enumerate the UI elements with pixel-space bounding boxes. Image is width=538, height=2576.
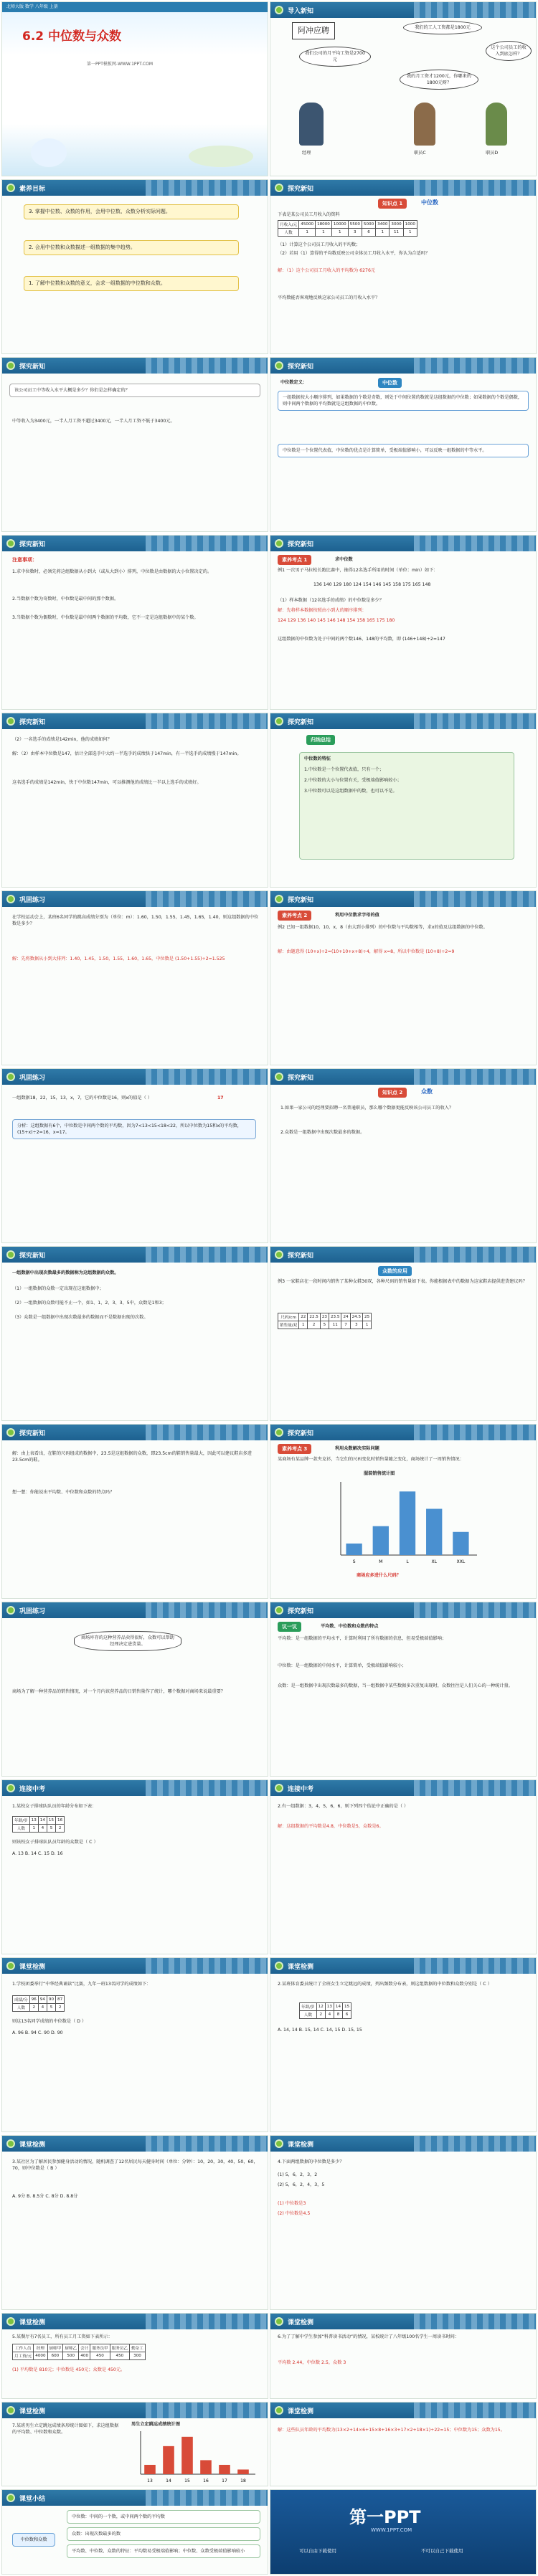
label-worker-c: 职员C	[414, 151, 426, 156]
answer-1: 解：（2）由样本中位数是147，估计全部选手中大约一半选手的成绩快于147min，有一半选手的成绩慢于147min。	[12, 751, 242, 756]
header-dot-icon	[275, 1606, 283, 1615]
speech-bubble-4: 这个公司员工的收入到底怎样？	[486, 41, 532, 61]
definition-label: 中位数定义：	[280, 380, 308, 385]
template-link[interactable]: 第一PPT模板网-WWW.1PPT.COM	[87, 62, 154, 67]
slide-header: 课堂检测	[270, 2402, 536, 2418]
literacy-tag: 素养考点 3	[278, 1444, 311, 1454]
mode-item-1: （1）一组数据的众数一定出现在这组数据中；	[12, 1286, 104, 1291]
header-dot-icon	[6, 1962, 15, 1970]
mode-definition-slide	[1, 1246, 268, 1421]
answer-2: 这名选手的成绩是142min，快于中位数147min，可以推测他的成绩比一半以上选手的成绩好。	[12, 780, 202, 785]
table-row: 人数 1 1 1 3 6 1 11 1	[278, 229, 417, 237]
summary-branch-2: 众数：出现次数最多的数	[67, 2527, 260, 2541]
income-table	[278, 220, 417, 237]
question-1: （1）计算这个公司员工月收入的平均数；	[278, 242, 361, 247]
test-options: A. 13 B. 14 C. 15 D. 16	[12, 1851, 63, 1856]
slide-header: 巩固练习	[2, 891, 268, 907]
example-data: 136 140 129 180 124 154 146 145 158 175 165 148	[313, 582, 431, 587]
definition-note: 中位数是一个位置代表值，中位数的优点是计算简单，受极端值影响小，可以反映一组数据的中等水平。	[278, 444, 529, 457]
example-solve: 解：先将样本数据按照由小到大的顺序排列：	[278, 608, 367, 613]
header-dot-icon	[6, 361, 15, 370]
slide-header: 课堂检测	[270, 2136, 536, 2152]
header-dot-icon	[275, 1962, 283, 1970]
point-badge: 知识点 2	[378, 1088, 407, 1098]
slide-header: 探究新知	[270, 1425, 536, 1440]
slide-header: 素养目标	[2, 180, 268, 196]
table-caption: 下表是某公司员工月收入的资料	[278, 212, 340, 217]
summary-box	[299, 752, 514, 860]
summary-mean: 平均数：是一组数据的平均水平，计算时利用了所有数据的信息，但易受极端值影响；	[278, 1636, 447, 1641]
table-header-row: 尺码/cm 22 22.5 23 23.5 24 24.5 25	[278, 1313, 372, 1321]
header-dot-icon	[6, 895, 15, 903]
score-table	[12, 1995, 65, 2012]
speech-bubble-3: 我的月工资才1200元，你哪来的1800元呀？	[400, 70, 478, 90]
slide-header: 课堂检测	[270, 2314, 536, 2329]
practice2-slide	[1, 1068, 268, 1243]
age-table	[299, 2002, 351, 2019]
header-dot-icon	[6, 717, 15, 726]
shoes-answer: 解：由上表看出，在鞋的尺码组成的数据中，23.5是这组数据的众数，即23.5cm的鞋销售量最大，因此可以建议鞋店多进23.5cm的鞋。	[12, 1451, 252, 1463]
table-row: 人数 1 4 5 2	[13, 1825, 65, 1833]
median-intro-slide	[270, 179, 537, 354]
header-dot-icon	[6, 1606, 15, 1615]
answer-1: 解：（1）这个公司员工月收入的平均数为 6276元	[278, 268, 376, 273]
slide-header: 连接中考	[270, 1780, 536, 1796]
shoes-table	[278, 1313, 372, 1329]
test1-slide	[1, 1779, 268, 1954]
slide-header: 课堂检测	[2, 2402, 268, 2418]
definition-text: 一组数据按大小顺序排列，如果数据的个数是奇数，则处于中间位置的数就是这组数据的中位数；如果数据的个数是偶数，则中间两个数据的平均数就是这组数据的中位数。	[278, 391, 529, 411]
practice-answer: 解：先将数据从小到大排列：1.40，1.45，1.50，1.55，1.60，1.65，中位数是 (1.50+1.55)÷2=1.525	[12, 956, 225, 961]
tick-label: M	[379, 1559, 383, 1564]
slide-header: 探究新知	[270, 180, 536, 196]
speech-bubble-2: 我们公司的月平均工资是2700元	[299, 47, 371, 67]
note-item-1: 1.求中位数时，必须先将这组数据从小到大（或从大到小）排列，中位数是由数据的大小位置决定的。	[12, 569, 212, 574]
header-dot-icon	[275, 184, 283, 192]
bar	[163, 2446, 174, 2474]
answer-1: (1) 中位数是3	[278, 2201, 306, 2206]
slide-header: 课堂检测	[2, 2314, 268, 2329]
test5-slide	[1, 2135, 268, 2310]
header-dot-icon	[275, 717, 283, 726]
median-definition-slide	[270, 357, 537, 532]
practice-question: 商场为了解一种营养品的销售情况，对一个月内该营养品的日销售量作了统计，哪个数据对商场来说最重要？	[12, 1689, 225, 1694]
header-dot-icon	[275, 2317, 283, 2326]
example1b-slide	[1, 713, 268, 888]
summary-title: 平均数、中位数和众数的特点	[321, 1624, 379, 1629]
slide-header: 连接中考	[2, 1780, 268, 1796]
wage-table	[12, 2344, 146, 2360]
header-dot-icon	[275, 2406, 283, 2415]
test-options: A. 14, 14 B. 15, 14 C. 14, 15 D. 15, 15	[278, 2028, 362, 2033]
summary-branch-1: 中位数：中间的一个数，或中间两个数的平均数	[67, 2510, 260, 2524]
notes-slide	[1, 535, 268, 710]
notes-title: 注意事项：	[12, 557, 37, 563]
bar	[400, 1491, 415, 1555]
practice3-slide	[1, 1602, 268, 1777]
summary-branch-3: 平均数、中位数、众数的特征：平均数易受极端值影响；中位数、众数受极端值影响较小	[67, 2544, 260, 2558]
bar	[373, 1526, 389, 1555]
example1-slide	[270, 535, 537, 710]
think-question: 想一想：你能说出平均数、中位数和众数的特点吗？	[12, 1490, 115, 1495]
sales-answer: 商场应多进什么尺码？	[357, 1573, 401, 1578]
header-dot-icon	[6, 2317, 15, 2326]
test6-slide	[270, 2135, 537, 2310]
summary-mode: 众数：是一组数据中出现次数最多的数据，当一组数据中某些数据多次重复出现时，众数往往是人们关心的一种统计量。	[278, 1683, 513, 1688]
example-question-2: （1）样本数据（12名选手的成绩）的中位数是多少？	[278, 598, 384, 603]
header-dot-icon	[6, 539, 15, 548]
slide-header: 巩固练习	[2, 1069, 268, 1085]
test2-slide	[270, 1779, 537, 1954]
tick-label: 15	[184, 2478, 190, 2484]
header-dot-icon	[275, 1784, 283, 1792]
bar	[144, 2465, 156, 2474]
series-label: 北师大版 数学 八年级 上册	[6, 4, 58, 9]
title-slide	[1, 1, 268, 176]
header-dot-icon	[6, 2139, 15, 2148]
example-question: 例2 已知一组数据10，10，x，8（由大到小排列）的中位数与平均数相等，求x的值及这组数据的中位数。	[278, 925, 488, 930]
question: （2）一名选手的成绩是142min，他的成绩如何？	[12, 737, 112, 742]
tick-label: 13	[147, 2478, 153, 2484]
chart-title: 男生立定跳远成绩统计图	[131, 2422, 181, 2427]
bar	[426, 1508, 442, 1555]
slide-header: 导入新知	[270, 2, 536, 18]
tick-label: XL	[431, 1559, 437, 1564]
header-dot-icon	[275, 1428, 283, 1437]
note: 平均数能否客观地反映这家公司员工的月收入水平？	[278, 295, 380, 300]
median-discuss-slide	[1, 357, 268, 532]
mode-definition: 一组数据中出现次数最多的数据称为这组数据的众数。	[12, 1270, 119, 1275]
table-header-row: 成绩/分 96 94 90 87	[13, 1996, 65, 2004]
tick-label: S	[352, 1559, 356, 1564]
sales-question: 某商场有某品牌一款夹克衫，当它们的尺码变化时销售量随之变化，商场统计了一周销售情况：	[278, 1457, 464, 1462]
slide-header: 探究新知	[2, 358, 268, 374]
test-question: 2.某班体育委员统计了全班女生立定跳远的成绩，列出频数分布表，则这组数据的中位数和众数分别是（ C ）	[278, 1982, 492, 1987]
header-dot-icon	[6, 2406, 15, 2415]
mode-question-2: 2.众数是一组数据中出现次数最多的数据。	[280, 1130, 365, 1135]
header-dot-icon	[275, 6, 283, 14]
mode-item-3: （3）众数是一组数据中出现次数最多的数据而不是数据出现的次数。	[12, 1315, 148, 1320]
summary-item-3: 3.中位数可以是这组数据中的数，也可以不是。	[304, 789, 397, 794]
table-row: 人数 2 4 5 2	[13, 2004, 65, 2012]
summary-center: 中位数和众数	[12, 2533, 55, 2547]
slide-header: 探究新知	[270, 358, 536, 374]
sales-bar-chart	[328, 1479, 478, 1565]
logo-line-2: 不可以自己下载使用	[421, 2548, 463, 2554]
test-question: 1.学校团委举行“中华经典诵读”比赛，九年一班13名同学的成绩如下：	[12, 1982, 151, 1987]
test-options: A. 9分 B. 8.5分 C. 8分 D. 8.8分	[12, 2194, 78, 2199]
label-worker-d: 职员D	[486, 151, 499, 156]
slide-header: 探究新知	[270, 891, 536, 907]
bar	[219, 2465, 230, 2474]
slide-header: 探究新知	[270, 1069, 536, 1085]
manager-figure	[299, 103, 324, 146]
summary-title: 中位数的特征	[304, 756, 331, 761]
tick-label: 17	[222, 2478, 227, 2484]
bar	[200, 2460, 212, 2474]
header-dot-icon	[275, 1250, 283, 1259]
topic-label: 利用中位数求字母的值	[335, 913, 379, 918]
table-header-row: 年龄/岁 13 14 15 16	[13, 1817, 65, 1825]
summary-item-2: 2.中位数的大小与位置有关，受极端值影响较小；	[304, 778, 402, 783]
slide-header: 课堂小结	[2, 2490, 268, 2506]
table-header-row: 工作人员 经理 厨师甲 厨师乙 会计 服务员甲 服务员乙 勤杂工	[13, 2344, 146, 2352]
discuss-question: 该公司员工中等收入水平大概是多少？你们是怎样确定的？	[9, 384, 260, 397]
header-dot-icon	[275, 539, 283, 548]
table-header-row: 年龄/岁 12 13 14 15	[300, 2003, 351, 2011]
header-dot-icon	[6, 184, 15, 192]
slide-header: 课堂检测	[270, 1958, 536, 1974]
test-answer: (1) 平均数是 810元；中位数是 450元；众数是 450元。	[12, 2367, 126, 2372]
topic-label: 求中位数	[335, 557, 353, 562]
header-dot-icon	[6, 1784, 15, 1792]
literacy-tag: 素养考点 1	[278, 555, 311, 565]
age-table	[12, 1816, 65, 1833]
brand-url[interactable]: WWW.1PPT.COM	[371, 2527, 412, 2533]
slide-header: 探究新知	[2, 536, 268, 551]
mode-item-2: （2）一组数据的众数可能不止一个，如1、1、2、3、3、5中，众数是1和3；	[12, 1301, 166, 1306]
tick-label: 14	[166, 2478, 171, 2484]
shoes-question: 例3 一家鞋店在一段时间内销售了某种女鞋30双，各种尺码的销售量如下表。你能根据表中的数据为这家鞋店提供进货建议吗？	[278, 1279, 527, 1284]
topic-badge: 众数的应用	[378, 1266, 412, 1276]
mode-question-1: 1.如果一家公司的经理要招聘一名普通职员，那么哪个数据更能反映该公司员工的收入？	[280, 1106, 454, 1111]
bar	[346, 1544, 362, 1555]
header-dot-icon	[275, 361, 283, 370]
header-dot-icon	[6, 1250, 15, 1259]
table-header-row: 月收入/元 45000 18000 10000 5500 5000 3400 3000 1000	[278, 221, 417, 229]
tick-label: 16	[203, 2478, 209, 2484]
mode-intro-slide	[270, 1068, 537, 1243]
test7-slide	[1, 2313, 268, 2399]
slide-header: 探究新知	[270, 1247, 536, 1263]
table-row: 销售量/双 1 2 5 11 7 3 1	[278, 1321, 372, 1329]
slide-header: 探究新知	[270, 536, 536, 551]
test-question: 2.有一组数据：3，4，5，6，6，则下列四个结论中正确的是（ ）	[278, 1804, 409, 1809]
header-dot-icon	[6, 2494, 15, 2502]
goals-slide	[1, 179, 268, 354]
table-row: 月工资/元 4000 600 500 400 450 450 300	[13, 2352, 146, 2360]
test-answer: 解：这组数据的平均数是4.8，中位数是5，众数是6。	[278, 1824, 384, 1829]
tick-label: XXL	[456, 1559, 466, 1564]
practice-question: 在学校运动会上，某班6名同学的跳高成绩分别为（单位：m）：1.60，1.50，1.55，1.45，1.65，1.40，则这组数据的中位数是多少？	[12, 915, 259, 927]
summary3-slide	[1, 2489, 268, 2575]
test-question: 3.某社区为了解居民参加健身活动的情况，随机调查了12名居民每天健身时间（单位：分钟）：10，20，30，40，50，60，70，则中位数是（ B ）	[12, 2159, 258, 2172]
test-question: 6.为了了解中学生参加“科普读书活动”的情况，某校统计了八年级100名学生一周读书时间：	[278, 2334, 460, 2339]
slide-header: 探究新知	[270, 713, 536, 729]
worker-c-figure	[414, 103, 435, 146]
poster-sign: 阿冲应聘	[292, 22, 335, 39]
point-badge: 知识点 1	[378, 199, 407, 209]
table-row: 人数 2 4 8 6	[300, 2011, 351, 2019]
test9-slide	[1, 2402, 268, 2486]
note-item-3: 3.当数据个数为偶数时，中位数是最中间两个数据的平均数，它不一定是这组数据中的某个数。	[12, 615, 199, 620]
intro-slide	[270, 1, 537, 176]
test3-slide	[1, 1957, 268, 2132]
shoes-answer-slide	[1, 1424, 268, 1599]
test-question-2: 则该校女子排球队队员年龄的众数是（ C ）	[12, 1840, 98, 1845]
test-question: 4.下面两组数据的中位数是多少？	[278, 2159, 344, 2164]
tick-label: L	[406, 1559, 409, 1564]
slide-header: 巩固练习	[2, 1602, 268, 1618]
sales-slide	[270, 1424, 537, 1599]
discuss-answer: 中等收入为3400元，一半人月工资不超过3400元，一半人月工资不低于3400元。	[12, 419, 175, 424]
goal-item-1: 1. 了解中位数和众数的意义，会求一组数据的中位数和众数。	[24, 276, 239, 291]
section-label: 众数	[421, 1088, 433, 1095]
sorted-data: 124 129 136 140 145 146 148 154 158 165 175 180	[278, 618, 395, 623]
page-title: 6.2 中位数与众数	[22, 29, 122, 44]
practice-analysis: 分析：这组数据有6个，中位数是中间两个数的平均数，因为7<13<15<18<22，所以中位数为15和x的平均数，(15+x)÷2=16，x=17。	[12, 1119, 256, 1139]
shoes-slide	[270, 1246, 537, 1421]
example-answer: 这组数据的中位数为处于中间的两个数146、148的平均数，即 (146+148)÷2=147	[278, 637, 445, 642]
slide-header: 课堂检测	[2, 2136, 268, 2152]
goal-item-2: 2. 会用中位数和众数描述一组数据的集中趋势。	[24, 240, 239, 255]
test9-answer-slide	[270, 2402, 537, 2486]
practice-question: 一组数据18，22，15，13，x，7，它的中位数是16，则x的值是（ ）	[12, 1095, 152, 1101]
tick-label: 18	[240, 2478, 246, 2484]
test-answer: 平均数 2.44，中位数 2.5，众数 3	[278, 2360, 346, 2365]
example-answer: 解：由题意得 (10+x)÷2=(10+10+x+8)÷4，解得 x=8，所以中位数是 (10+8)÷2=9	[278, 949, 455, 954]
practice-bubble: 商场库存的这种营养品卖得很好，众数可以帮助经理决定进货量。	[74, 1631, 181, 1651]
question-2: （2）若用（1）算得的平均数反映公司全体员工月收入水平，你认为合适吗？	[278, 251, 430, 256]
worker-d-figure	[486, 103, 507, 146]
summary1-slide	[270, 713, 537, 888]
topic-label: 利用众数解决实际问题	[335, 1446, 379, 1451]
test8-slide	[270, 2313, 537, 2399]
header-dot-icon	[6, 1073, 15, 1081]
test-question-2: 则这13名同学成绩的中位数是（ D ）	[12, 2019, 87, 2024]
brand-logo: 第一PPT	[349, 2507, 421, 2527]
chart-title: 服装销售统计图	[364, 1471, 395, 1476]
discuss-tag: 议一议	[278, 1622, 301, 1632]
data-set-2: (2) 5，6，2，4，3，5	[278, 2182, 325, 2187]
summary-item-1: 1.中位数是一个位置代表值，只有一个；	[304, 767, 384, 772]
practice1-slide	[1, 890, 268, 1065]
slide-header: 探究新知	[270, 1602, 536, 1618]
section-label: 中位数	[421, 199, 438, 206]
note-item-2: 2.当数据个数为奇数时，中位数是最中间的那个数据。	[12, 597, 119, 602]
bar	[453, 1532, 468, 1555]
jump-bar-chart	[128, 2428, 257, 2484]
test-question: 1.某校女子排球队队员的年龄分布如下表：	[12, 1804, 97, 1809]
label-manager: 经理	[302, 151, 311, 156]
logo-slide	[270, 2489, 537, 2575]
data-set-1: (1) 5，6，2，3，2	[278, 2172, 318, 2177]
test-answer: 解：这些队员年龄的平均数为(13×2+14×6+15×8+16×3+17×2+18×1)÷22≈15；中位数为15；众数为15。	[278, 2428, 505, 2433]
summary-median: 中位数：是一组数据的中间水平，计算简单，受极端值影响较小；	[278, 1663, 407, 1668]
literacy-tag: 素养考点 2	[278, 911, 311, 921]
bar	[237, 2469, 249, 2474]
slide-header: 探究新知	[2, 1425, 268, 1440]
keyword-badge: 中位数	[378, 378, 402, 388]
practice-answer-value: 17	[217, 1095, 224, 1101]
slide-header: 课堂检测	[2, 1958, 268, 1974]
example2-slide	[270, 890, 537, 1065]
logo-line-1: 可以自由下载使用	[299, 2548, 336, 2554]
test-options: A. 96 B. 94 C. 90 D. 90	[12, 2030, 63, 2035]
slide-header: 探究新知	[2, 713, 268, 729]
slide-header: 探究新知	[2, 1247, 268, 1263]
answer-2: (2) 中位数是4.5	[278, 2211, 311, 2216]
test-question: 5.某餐厅有7名员工，所有员工月工资如下表所示：	[12, 2334, 113, 2339]
goal-item-3: 3. 掌握中位数、众数的作用，会用中位数、众数分析实际问题。	[24, 204, 239, 219]
bar	[181, 2437, 193, 2474]
test-question: 7.某班男生立定跳远成绩条形统计图如下，求这组数据的平均数、中位数和众数。	[12, 2423, 119, 2435]
header-dot-icon	[275, 2139, 283, 2148]
test4-slide	[270, 1957, 537, 2132]
summary-tag: 归纳总结	[306, 735, 335, 745]
header-dot-icon	[6, 1428, 15, 1437]
header-dot-icon	[275, 1073, 283, 1081]
example-question: 例1 一次男子马拉松长跑比赛中，抽得12名选手所用的时间（单位：min）如下：	[278, 568, 438, 573]
summary2-slide	[270, 1602, 537, 1777]
header-dot-icon	[275, 895, 283, 903]
speech-bubble-1: 我们的工人工资都是1800元	[403, 21, 482, 34]
